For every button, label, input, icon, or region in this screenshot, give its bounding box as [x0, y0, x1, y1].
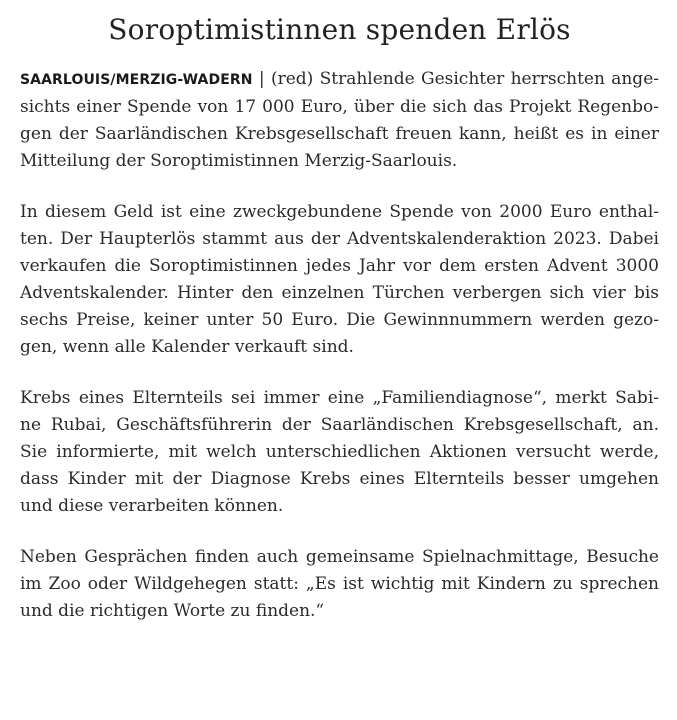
text-line: ne Rubai, Geschäftsführerin der Saarländischen Krebsgesellschaft, an. [20, 415, 659, 435]
text-line: gen, wenn alle Kalender verkauft sind. [20, 337, 354, 357]
article-body [20, 66, 659, 625]
text-line: Adventskalender. Hinter den einzelnen Türchen verbergen sich vier bis [20, 283, 659, 303]
text-line: dass Kinder mit der Diagnose Krebs eines Elternteils besser umgehen [20, 469, 659, 489]
text-line: Krebs eines Elternteils sei immer eine „Familiendiagnose“, merkt Sabi- [20, 388, 659, 408]
text-line: und diese verarbeiten können. [20, 496, 284, 516]
dateline: SAARLOUIS/MERZIG-WADERN [20, 72, 253, 88]
text-line: SAARLOUIS/MERZIG-WADERN | (red) Strahlende Gesichter herrschten ange- [20, 69, 659, 89]
headline: Soroptimistinnen spenden Erlös [108, 13, 571, 46]
text-line: Neben Gesprächen finden auch gemeinsame Spielnachmittage, Besuche [20, 547, 659, 567]
paragraph-1 [20, 66, 659, 175]
text-line: und die richtigen Worte zu finden.“ [20, 601, 325, 621]
text-line: verkaufen die Soroptimistinnen jedes Jahr vor dem ersten Advent 3000 [20, 256, 659, 276]
text-line: sichts einer Spende von 17 000 Euro, über die sich das Projekt Regenbo- [20, 97, 659, 117]
text-line: Mitteilung der Soroptimistinnen Merzig-Saarlouis. [20, 151, 458, 171]
paragraph-3 [20, 385, 659, 520]
text-line: ten. Der Haupterlös stammt aus der Adventskalenderaktion 2023. Dabei [20, 229, 659, 249]
text-line: In diesem Geld ist eine zweckgebundene Spende von 2000 Euro enthal- [20, 202, 659, 222]
text-line: Sie informierte, mit welch unterschiedlichen Aktionen versucht werde, [20, 442, 659, 462]
paragraph-2 [20, 199, 659, 361]
text-line: sechs Preise, keiner unter 50 Euro. Die Gewinnnummern werden gezo- [20, 310, 659, 330]
text-line: im Zoo oder Wildgehegen statt: „Es ist wichtig mit Kindern zu sprechen [20, 574, 659, 594]
paragraph-4 [20, 544, 659, 625]
text-line: gen der Saarländischen Krebsgesellschaft freuen kann, heißt es in einer [20, 124, 659, 144]
